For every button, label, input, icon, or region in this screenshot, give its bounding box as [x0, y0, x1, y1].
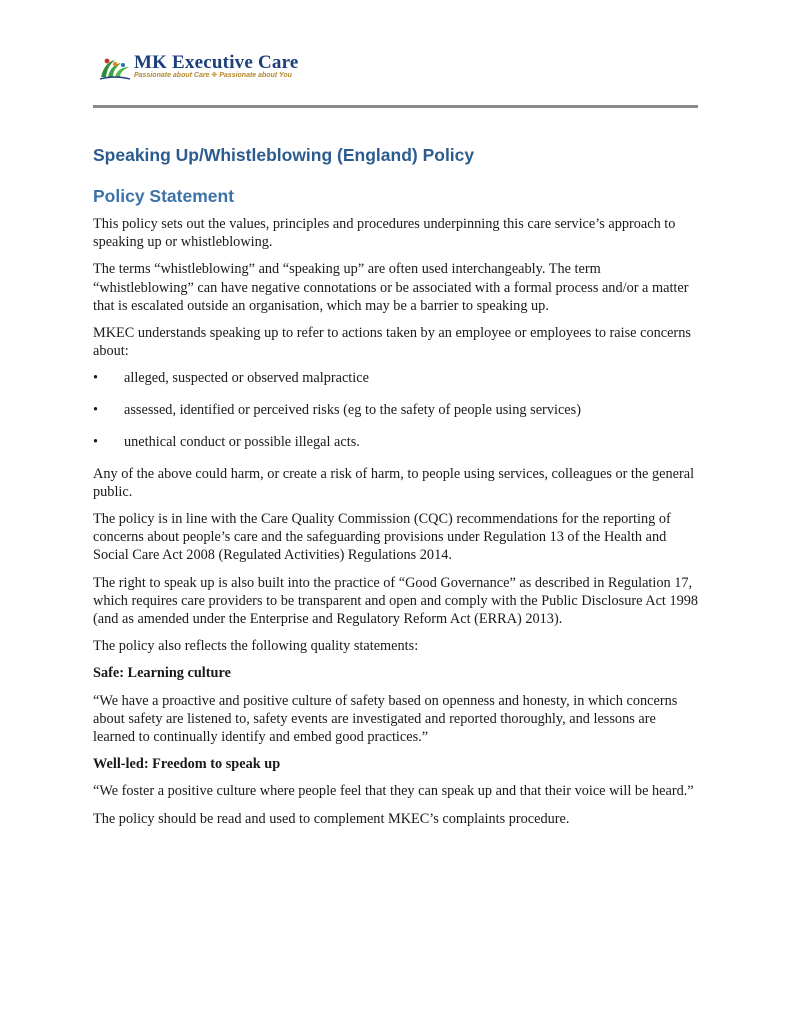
bullet: • [93, 370, 99, 387]
document-title: Speaking Up/Whistleblowing (England) Policy [93, 145, 475, 165]
paragraph: The policy is in line with the Care Quality Commission (CQC) recommendations for the reporting of concerns about people’s care and the safeguarding provisions under Regulation 13 of the Health and Social Care Act 2008 (Regulated Activities) Regulations 2014. [93, 510, 671, 564]
header-divider [93, 105, 698, 108]
list-item-text: alleged, suspected or observed malpractice [124, 370, 369, 387]
list-item [93, 401, 699, 419]
list-item [93, 369, 699, 387]
company-tagline: Passionate about Care ✥ Passionate about You [134, 72, 292, 79]
quality-statement-quote: “We foster a positive culture where people feel that they can speak up and that their voice will be heard.” [93, 783, 694, 800]
closing-paragraph: The policy should be read and used to complement MKEC’s complaints procedure. [93, 810, 570, 827]
paragraph: This policy sets out the values, principles and procedures underpinning this care service’s approach to speaking up or whistleblowing. [93, 216, 676, 251]
list-item-text: assessed, identified or perceived risks (eg to the safety of people using services) [124, 402, 581, 419]
paragraph: The terms “whistleblowing” and “speaking up” are often used interchangeably. The term “whistleblowing” can have negative connotations or be associated with a formal process and/or a matter that is escalated outside an organisation, which may be a barrier to speaking up. [93, 261, 689, 314]
list-item-text: unethical conduct or possible illegal acts. [124, 433, 360, 450]
paragraph: The policy also reflects the following quality statements: [93, 638, 419, 655]
bullet: • [93, 433, 99, 450]
bullet: • [93, 402, 99, 419]
paragraph: MKEC understands speaking up to refer to actions taken by an employee or employees to raise concerns about: [93, 325, 691, 360]
company-logo [98, 53, 358, 83]
company-name: MK Executive Care [134, 52, 299, 73]
section-heading: Policy Statement [93, 186, 235, 206]
paragraph: Any of the above could harm, or create a risk of harm, to people using services, colleagues or the general public. [93, 465, 695, 500]
quality-statement-heading: Safe: Learning culture [93, 665, 231, 682]
quality-statement-quote: “We have a proactive and positive culture of safety based on openness and honesty, in which concerns about safety are listened to, safety events are investigated and reported thoroughly, and lessons are learned to continually identify and embed good practices.” [93, 692, 678, 745]
leaf-figures-icon [98, 55, 132, 81]
quality-statement-heading: Well-led: Freedom to speak up [93, 756, 281, 773]
concerns-list [93, 369, 699, 451]
document-body [93, 141, 699, 837]
paragraph: The right to speak up is also built into the practice of “Good Governance” as described in Regulation 17, which requires care providers to be transparent and open and comply with the Public Disclosure Act 1998 (and as amended under the Enterprise and Regulatory Reform Act (ERRA) 2013). [93, 574, 699, 627]
list-item [93, 433, 699, 451]
